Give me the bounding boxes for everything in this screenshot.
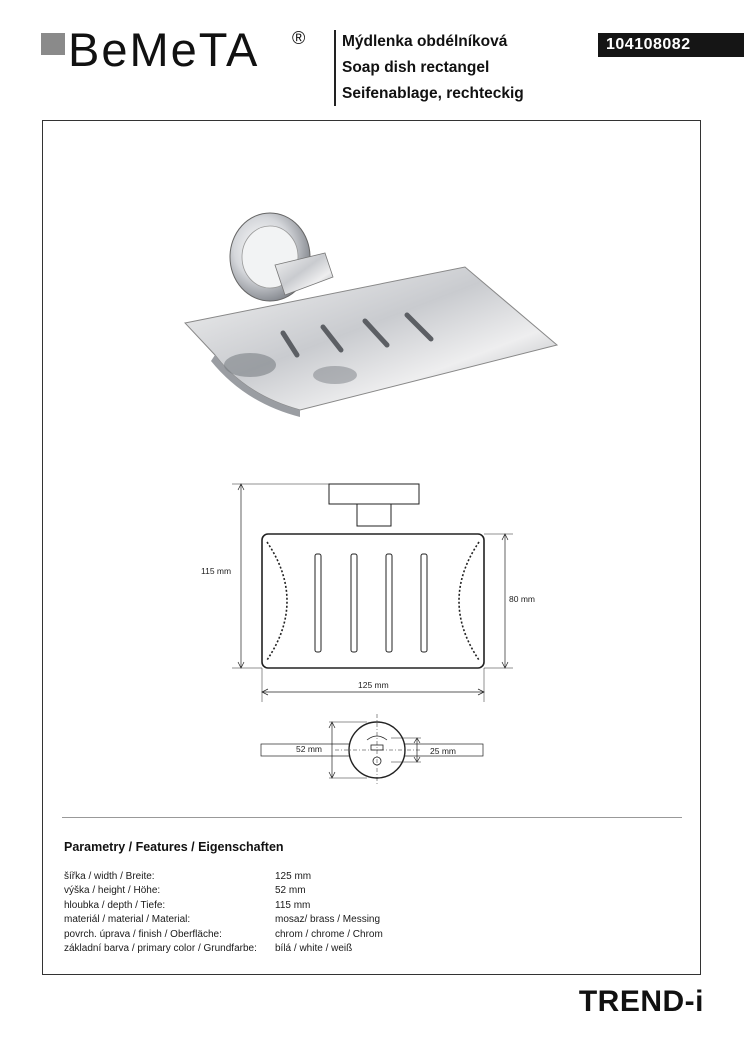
depth-dimension-label: 80 mm <box>509 594 535 604</box>
spec-label: hloubka / depth / Tiefe: <box>64 899 166 911</box>
logo-mark <box>41 33 65 55</box>
brand-logo: BeMeTA <box>68 23 260 76</box>
spec-row <box>64 884 383 898</box>
width-dimension-label: 125 mm <box>358 680 389 690</box>
features-title: Parametry / Features / Eigenschaften <box>64 840 284 854</box>
registered-mark: ® <box>292 28 306 48</box>
product-photo <box>175 205 565 435</box>
product-code: 104108082 <box>598 33 744 57</box>
mount-height-dimension-label: 52 mm <box>296 744 322 754</box>
spec-value: mosaz/ brass / Messing <box>275 914 381 926</box>
mount-depth-dimension-label: 25 mm <box>430 746 456 756</box>
height-dimension-label: 115 mm <box>201 566 232 576</box>
spec-row <box>64 870 383 884</box>
spec-label: základní barva / primary color / Grundfarbe: <box>64 943 257 955</box>
drawing-slot <box>351 554 357 652</box>
drawing-mount-rosette <box>329 484 419 504</box>
drawing-right-curve <box>459 542 479 660</box>
title-cz: Mýdlenka obdélníková <box>342 33 508 50</box>
spec-label: materiál / material / Material: <box>64 914 191 926</box>
spec-row <box>64 899 383 913</box>
drawing-slot <box>315 554 321 652</box>
spec-row <box>64 928 383 942</box>
spec-value: 115 mm <box>275 899 311 911</box>
spec-value: bílá / white / weiß <box>275 943 353 955</box>
spec-label: povrch. úprava / finish / Oberfläche: <box>64 928 222 940</box>
series-name: TREND-i <box>578 985 704 1018</box>
spec-label: výška / height / Höhe: <box>64 885 161 897</box>
section-divider <box>62 817 682 818</box>
drawing-left-curve <box>267 542 287 660</box>
title-en: Soap dish rectangel <box>342 59 490 76</box>
spec-table <box>64 870 383 956</box>
drawing-mount-stem <box>357 504 391 526</box>
product-titles <box>342 29 524 107</box>
title-divider <box>334 30 336 106</box>
technical-drawing <box>195 470 555 800</box>
spec-row <box>64 913 383 927</box>
title-de: Seifenablage, rechteckig <box>342 85 524 102</box>
spec-value: chrom / chrome / Chrom <box>275 928 383 940</box>
spec-row <box>64 942 383 956</box>
spec-label: šířka / width / Breite: <box>64 871 155 882</box>
spec-value: 52 mm <box>275 885 306 897</box>
drawing-dish-outline <box>262 534 484 668</box>
drawing-slot <box>421 554 427 652</box>
spec-value: 125 mm <box>275 871 312 882</box>
drawing-slot <box>386 554 392 652</box>
